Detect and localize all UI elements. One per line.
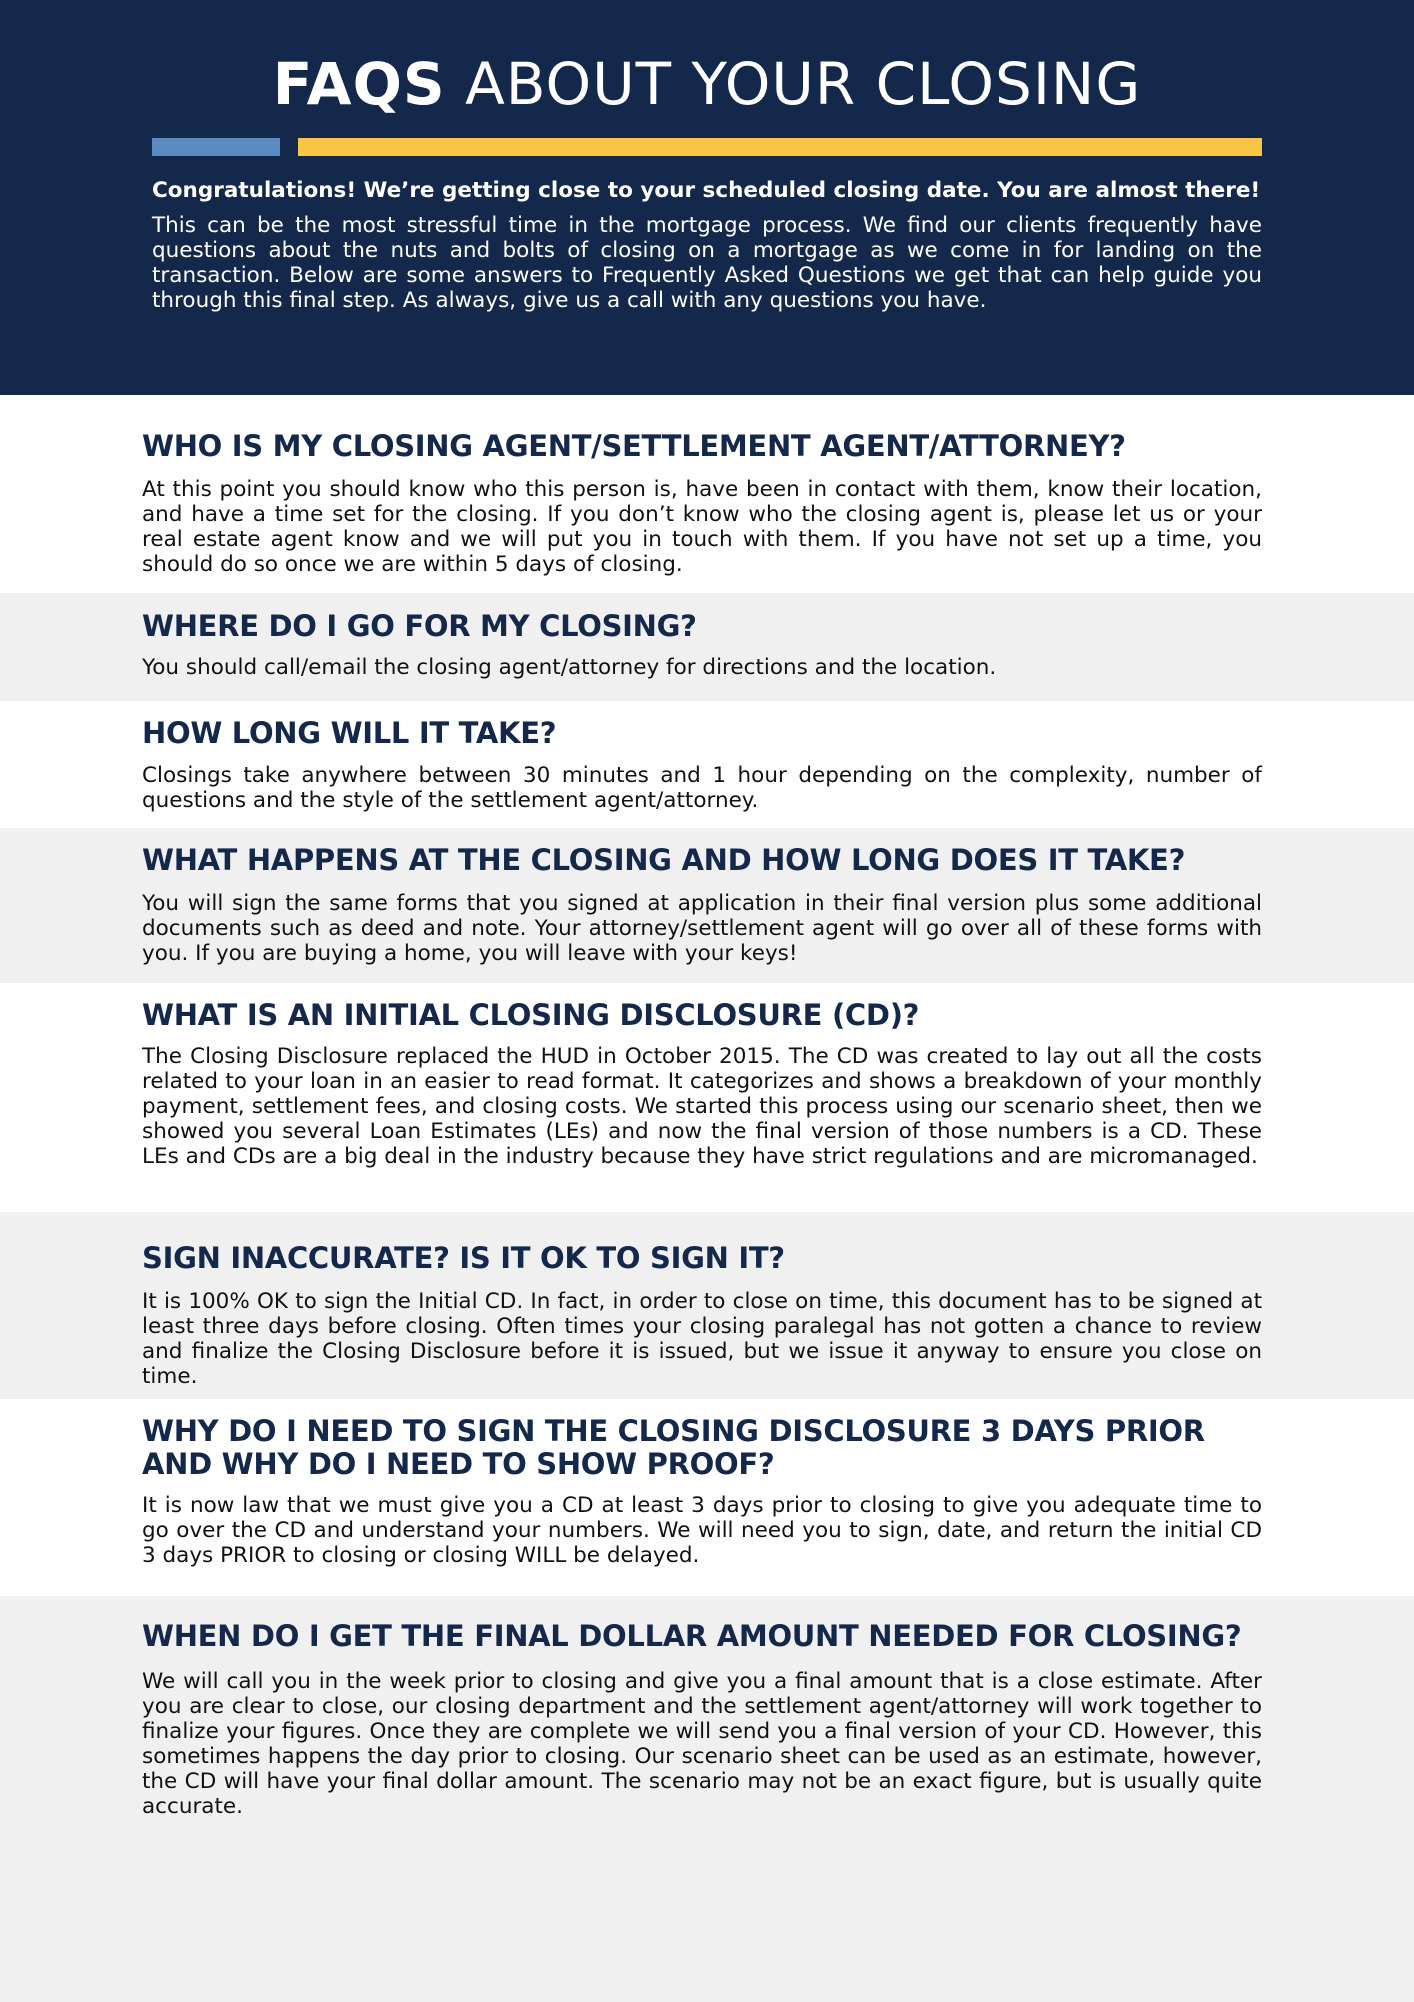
faq-section	[0, 1399, 1414, 1596]
faq-section	[0, 395, 1414, 593]
faq-question: SIGN INACCURATE? IS IT OK TO SIGN IT?	[142, 1241, 785, 1275]
faq-answer: Closings take anywhere between 30 minutes and 1 hour depending on the complexity, number of questions and the style of the settlement agent/attorney.	[142, 763, 1262, 813]
faq-question: WHERE DO I GO FOR MY CLOSING?	[142, 609, 697, 643]
title-bold: FAQS	[272, 50, 446, 118]
faq-section	[0, 983, 1414, 1212]
faq-question: WHO IS MY CLOSING AGENT/SETTLEMENT AGENT/ATTORNEY?	[142, 429, 1126, 463]
faq-question: WHEN DO I GET THE FINAL DOLLAR AMOUNT NEEDED FOR CLOSING?	[142, 1619, 1242, 1653]
faq-section	[0, 1212, 1414, 1399]
intro-lead: Congratulations! We’re getting close to your scheduled closing date. You are almost there!	[152, 178, 1261, 203]
title-underline	[152, 138, 1262, 156]
page-title	[152, 44, 1262, 124]
header-banner	[0, 0, 1414, 395]
faq-question: WHAT IS AN INITIAL CLOSING DISCLOSURE (CD)?	[142, 998, 920, 1032]
faq-section	[0, 828, 1414, 983]
faq-answer: The Closing Disclosure replaced the HUD in October 2015. The CD was created to lay out all the costs related to your loan in an easier to read format. It categorizes and shows a breakdown of your monthly payment, settlement fees, and closing costs. We started this process using our scenario sheet, then we showed you several Loan Estimates (LEs) and now the final version of those numbers is a CD. These LEs and CDs are a big deal in the industry because they have strict regulations and are micromanaged.	[142, 1044, 1262, 1169]
faq-answer: You should call/email the closing agent/attorney for directions and the location.	[142, 655, 997, 680]
faq-question: WHAT HAPPENS AT THE CLOSING AND HOW LONG DOES IT TAKE?	[142, 843, 1186, 877]
faq-section	[0, 1596, 1414, 2002]
faq-section	[0, 701, 1414, 828]
gold-accent-bar	[298, 138, 1262, 156]
faq-answer: At this point you should know who this person is, have been in contact with them, know their location, and have a time set for the closing. If you don’t know who the closing agent is, please let us or your real estate agent know and we will put you in touch with them. If you have not set up a time, you should do so once we are within 5 days of closing.	[142, 477, 1262, 577]
faq-answer: It is now law that we must give you a CD at least 3 days prior to closing to give you adequate time to go over the CD and understand your numbers. We will need you to sign, date, and return the initial CD 3 days PRIOR to closing or closing WILL be delayed.	[142, 1493, 1262, 1568]
faq-answer: We will call you in the week prior to closing and give you a final amount that is a close estimate. After you are clear to close, our closing department and the settlement agent/attorney will work together to finalize your figures. Once they are complete we will send you a final version of your CD. However, this sometimes happens the day prior to closing. Our scenario sheet can be used as an estimate, however, the CD will have your final dollar amount. The scenario may not be an exact figure, but is usually quite accurate.	[142, 1669, 1262, 1819]
faq-section	[0, 593, 1414, 701]
blue-accent-bar	[152, 138, 280, 156]
faq-answer: You will sign the same forms that you signed at application in their final version plus some additional documents such as deed and note. Your attorney/settlement agent will go over all of these forms with you. If you are buying a home, you will leave with your keys!	[142, 891, 1262, 966]
title-rest: ABOUT YOUR CLOSING	[465, 50, 1142, 118]
faq-question: HOW LONG WILL IT TAKE?	[142, 716, 557, 750]
faq-question: WHY DO I NEED TO SIGN THE CLOSING DISCLOSURE 3 DAYS PRIOR AND WHY DO I NEED TO SHOW PROOF?	[142, 1414, 1205, 1481]
faq-answer: It is 100% OK to sign the Initial CD. In fact, in order to close on time, this document has to be signed at least three days before closing. Often times your closing paralegal has not gotten a chance to review and finalize the Closing Disclosure before it is issued, but we issue it anyway to ensure you close on time.	[142, 1289, 1262, 1389]
intro-body: This can be the most stressful time in the mortgage process. We find our clients frequently have questions about the nuts and bolts of closing on a mortgage as we come in for landing on the transaction. Below are some answers to Frequently Asked Questions we get that can help guide you through this final step. As always, give us a call with any questions you have.	[152, 213, 1262, 313]
